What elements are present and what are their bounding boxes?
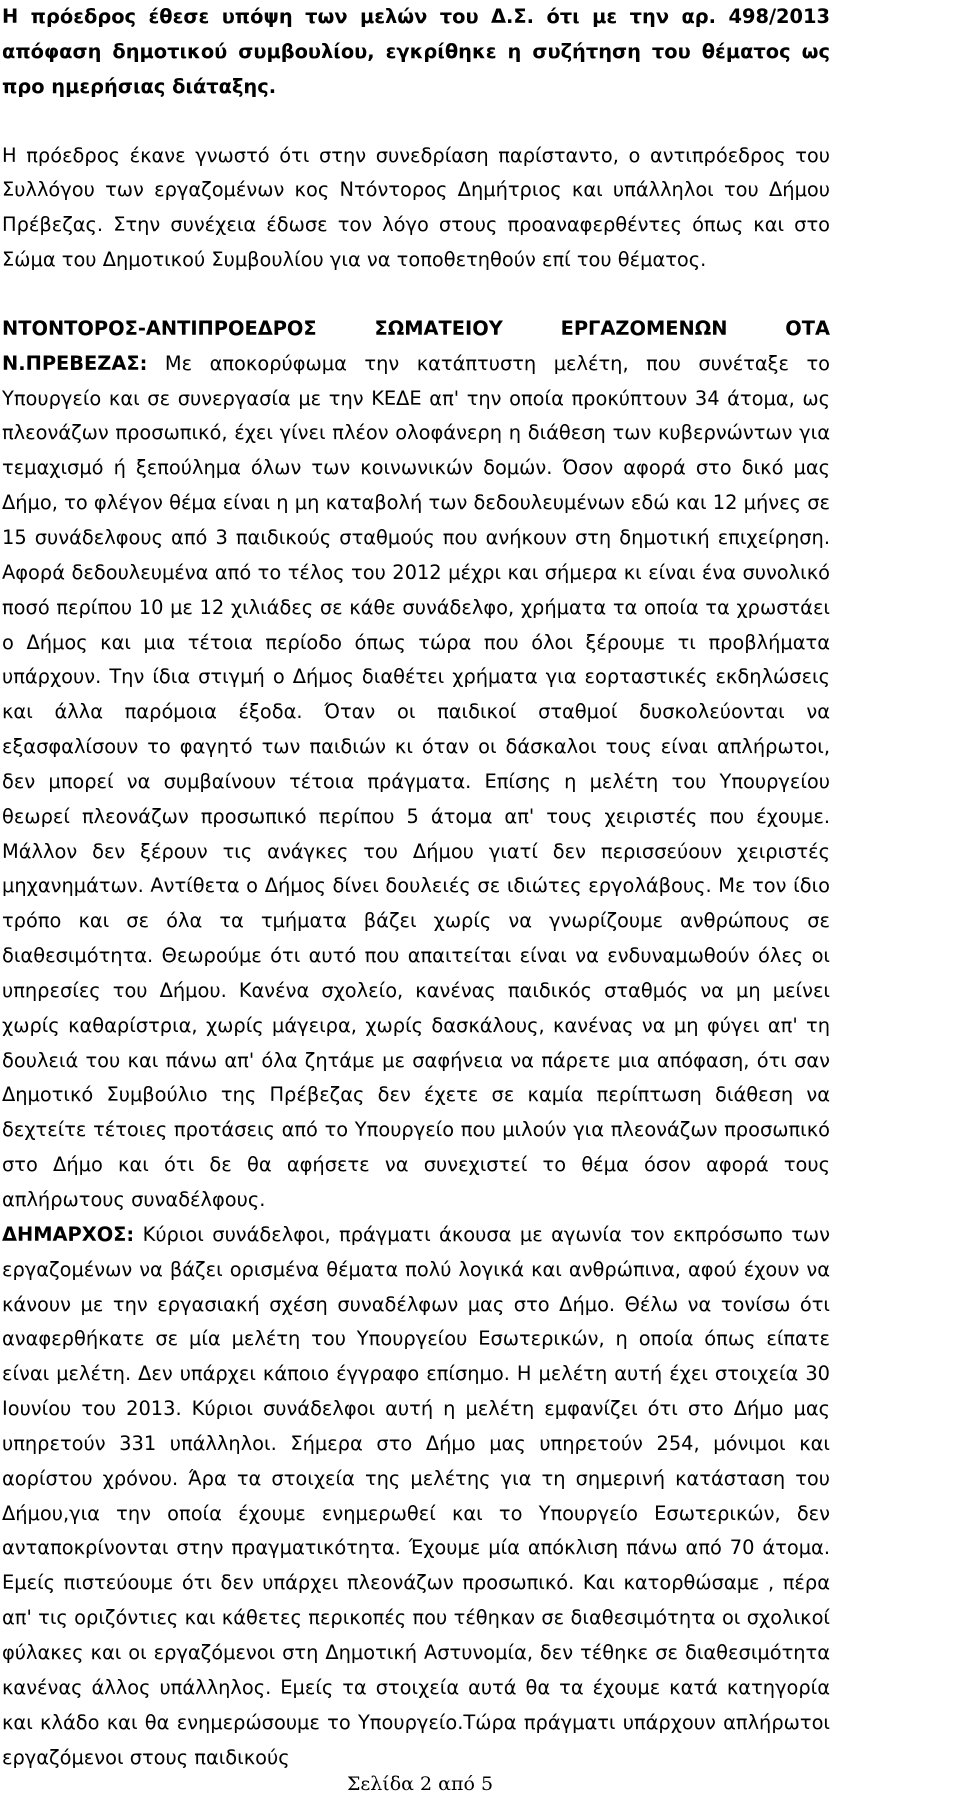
intro-bold-paragraph: Η πρόεδρος έθεσε υπόψη των μελών του Δ.Σ. ότι με την αρ. 498/2013 απόφαση δημοτικού συμβουλίου, εγκρίθηκε η συζήτηση του θέματος ως προ ημερήσιας διάταξης. [2, 5, 830, 98]
section-heading-part-3: ΕΡΓΑΖΟΜΕΝΩΝ [560, 316, 728, 340]
speech-mayor [2, 1218, 830, 1776]
speaker-label: ΔΗΜΑΡΧΟΣ: [2, 1222, 135, 1246]
speech-preveza [2, 347, 830, 1218]
page-number-footer: Σελίδα 2 από 5 [346, 1773, 494, 1795]
speech-text: Με αποκορύφωμα την κατάπτυστη μελέτη, που συνέταξε το Υπουργείο και σε συνεργασία με την ΚΕΔΕ απ' την οποία προκύπτουν 34 άτομα, ως πλεονάζων προσωπικό, έχει γίνει πλέον ολοφάνερη η διάθεση των κυβερνώντων για τεμαχισμό ή ξεπούλημα όλων των κοινωνικών δομών. Όσον αφορά στο δικό μας Δήμο, το φλέγον θέμα είναι η μη καταβολή των δεδουλευμένων εδώ και 12 μήνες σε 15 συνάδελφους από 3 παιδικούς σταθμούς που ανήκουν στη δημοτική επιχείρηση. Αφορά δεδουλευμένα από το τέλος του 2012 μέχρι και σήμερα κι είναι ένα συνολικό ποσό περίπου 10 με 12 χιλιάδες σε κάθε συνάδελφο, χρήματα τα οποία τα χρωστάει ο Δήμος και μια τέτοια περίοδο όπως τώρα που όλοι ξέρουμε τι προβλήματα υπάρχουν. Την ίδια στιγμή ο Δήμος διαθέτει χρήματα για εορταστικές εκδηλώσεις και άλλα παρόμοια έξοδα. Όταν οι παιδικοί σταθμοί δυσκολεύονται να εξασφαλίσουν το φαγητό των παιδιών κι όταν οι δάσκαλοι τους είναι απλήρωτοι, δεν μπορεί να συμβαίνουν τέτοια πράγματα. Επίσης η μελέτη του Υπουργείου θεωρεί πλεονάζων προσωπικό περίπου 5 άτομα απ' τους χειριστές που έχουμε. Μάλλον δεν ξέρουν τις ανάγκες του Δήμου γιατί δεν περισσεύουν χειριστές μηχανημάτων. Αντίθετα ο Δήμος δίνει δουλειές σε ιδιώτες εργολάβους. Με τον ίδιο τρόπο και σε όλα τα τμήματα βάζει χωρίς να γνωρίζουμε ανθρώπους σε διαθεσιμότητα. Θεωρούμε ότι αυτό που απαιτείται είναι να ενδυναμωθούν όλες οι υπηρεσίες του Δήμου. Κανένα σχολείο, κανένας παιδικός σταθμός να μη μείνει χωρίς καθαρίστρια, χωρίς μάγειρα, χωρίς δασκάλους, κανένας να μη φύγει απ' τη δουλειά του και πάνω απ' όλα ζητάμε με σαφήνεια να πάρετε μια απόφαση, ότι σαν Δημοτικό Συμβούλιο της Πρέβεζας δεν έχετε σε καμία περίπτωση διάθεση να δεχτείτε τέτοιες προτάσεις από το Υπουργείο που μιλούν για πλεονάζων προσωπικό στο Δήμο και ότι δε θα αφήσετε να συνεχιστεί το θέμα όσον αφορά τους απλήρωτους συναδέλφους. [2, 351, 830, 1211]
section-heading-part-2: ΣΩΜΑΤΕΙΟΥ [374, 316, 503, 340]
presence-paragraph: Η πρόεδρος έκανε γνωστό ότι στην συνεδρίαση παρίσταντο, ο αντιπρόεδρος του Συλλόγου των εργαζομένων κος Ντόντορος Δημήτριος και υπάλληλοι του Δήμου Πρέβεζας. Στην συνέχεια έδωσε τον λόγο στους προαναφερθέντες όπως και στο Σώμα του Δημοτικού Συμβουλίου για να τοποθετηθούν επί του θέματος. [2, 143, 830, 272]
speaker-label: Ν.ΠΡΕΒΕΖΑΣ: [2, 351, 148, 375]
document-body [2, 0, 830, 1775]
section-heading-part-4: ΟΤΑ [785, 316, 830, 340]
section-heading-part-1: ΝΤΟΝΤΟΡΟΣ-ΑΝΤΙΠΡΟΕΔΡΟΣ [2, 316, 317, 340]
section-heading [2, 312, 830, 347]
speech-text: Κύριοι συνάδελφοι, πράγματι άκουσα με αγωνία τον εκπρόσωπο των εργαζομένων να βάζει ορισμένα θέματα πολύ λογικά και ανθρώπινα, αφού έχουν να κάνουν με την εργασιακή σχέση συναδέλφων μας στο Δήμο. Θέλω να τονίσω ότι αναφερθήκατε σε μία μελέτη του Υπουργείου Εσωτερικών, η οποία όπως είπατε είναι μελέτη. Δεν υπάρχει κάποιο έγγραφο επίσημο. Η μελέτη αυτή έχει στοιχεία 30 Ιουνίου του 2013. Κύριοι συνάδελφοι αυτή η μελέτη εμφανίζει ότι στο Δήμο μας υπηρετούν 331 υπάλληλοι. Σήμερα στο Δήμο μας υπηρετούν 254, μόνιμοι και αορίστου χρόνου. Άρα τα στοιχεία της μελέτης για τη σημερινή κατάσταση του Δήμου,για την οποία έχουμε ενημερωθεί και το Υπουργείο Εσωτερικών, δεν ανταποκρίνονται στην πραγματικότητα. Έχουμε μία απόκλιση πάνω από 70 άτομα. Εμείς πιστεύουμε ότι δεν υπάρχει πλεονάζων προσωπικό. Και κατορθώσαμε , πέρα απ' τις οριζόντιες και κάθετες περικοπές που τέθηκαν σε διαθεσιμότητα οι σχολικοί φύλακες και οι εργαζόμενοι στη Δημοτική Αστυνομία, δεν τέθηκε σε διαθεσιμότητα κανένας άλλος υπάλληλος. Εμείς τα στοιχεία αυτά θα τα έχουμε κατά κατηγορία και κλάδο και θα ενημερώσουμε το Υπουργείο.Τώρα πράγματι υπάρχουν απλήρωτοι εργαζόμενοι στους παιδικούς [2, 1222, 830, 1769]
